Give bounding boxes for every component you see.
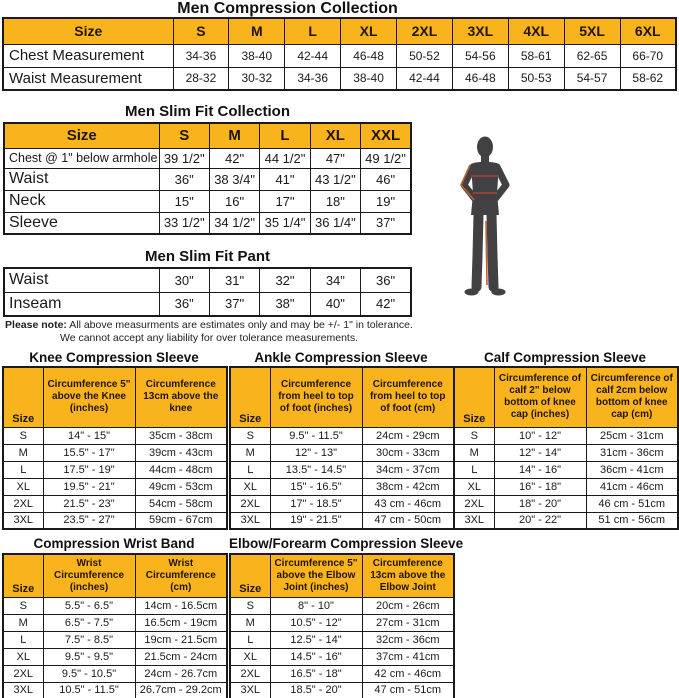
value-cell: 46-48 [452, 67, 508, 90]
header-row [4, 123, 411, 148]
table-row [3, 682, 227, 698]
value-cell: 9.5" - 10.5" [43, 665, 135, 682]
header-row [3, 367, 227, 427]
value-cell: 46 cm - 51cm [586, 495, 678, 512]
value-cell: 37" [361, 212, 411, 234]
row-label: L [3, 461, 43, 478]
value-cell: 62-65 [564, 44, 620, 67]
column-header: Size [3, 367, 43, 427]
value-cell: 41cm - 46cm [586, 478, 678, 495]
value-cell: 46" [361, 168, 411, 190]
table-row [230, 427, 454, 444]
column-header: 2XL [397, 18, 453, 44]
row-label: Neck [4, 190, 159, 212]
value-cell: 51 cm - 56cm [586, 512, 678, 529]
row-label: 3XL [3, 512, 43, 529]
value-cell: 36 1/4" [310, 212, 360, 234]
value-cell: 58-61 [508, 44, 564, 67]
value-cell: 30cm - 33cm [362, 444, 454, 461]
value-cell: 14cm - 16.5cm [135, 597, 227, 614]
value-cell: 42 cm - 46cm [362, 665, 454, 682]
row-label: Chest @ 1" below armhole [4, 148, 159, 168]
table-row [454, 478, 678, 495]
value-cell: 38-40 [229, 44, 285, 67]
compression-wrist-band-table [2, 553, 228, 698]
column-header: 6XL [620, 18, 676, 44]
table-row [3, 444, 227, 461]
value-cell: 54-57 [564, 67, 620, 90]
value-cell: 12" - 13" [270, 444, 362, 461]
value-cell: 30-32 [229, 67, 285, 90]
value-cell: 59cm - 67cm [135, 512, 227, 529]
table-row [3, 461, 227, 478]
table-row [230, 478, 454, 495]
value-cell: 24cm - 26.7cm [135, 665, 227, 682]
men-slim-fit-table [3, 122, 412, 235]
row-label: 3XL [230, 682, 270, 698]
column-header: Size [230, 367, 270, 427]
value-cell: 15.5" - 17" [43, 444, 135, 461]
tolerance-note-line1: Please note: All above measurments are estimates only and may be +/- 1" in tolerance. [5, 319, 413, 331]
value-cell: 27cm - 31cm [362, 614, 454, 631]
row-label: M [230, 614, 270, 631]
value-cell: 35cm - 38cm [135, 427, 227, 444]
value-cell: 30" [159, 268, 209, 292]
row-label: XL [230, 648, 270, 665]
value-cell: 23.5" - 27" [43, 512, 135, 529]
value-cell: 18" [310, 190, 360, 212]
value-cell: 54cm - 58cm [135, 495, 227, 512]
value-cell: 36" [159, 292, 209, 316]
tolerance-note-line2: We cannot accept any liability for over tolerance measurements. [59, 332, 359, 344]
value-cell: 50-52 [397, 44, 453, 67]
row-label: Waist [4, 268, 159, 292]
table-row [4, 268, 411, 292]
table-row [230, 444, 454, 461]
column-header: Size [3, 554, 43, 597]
column-header: 5XL [564, 18, 620, 44]
value-cell: 43 cm - 46cm [362, 495, 454, 512]
value-cell: 14.5" - 16" [270, 648, 362, 665]
column-header: Size [3, 18, 173, 44]
row-label: XL [3, 478, 43, 495]
value-cell: 16" - 18" [494, 478, 586, 495]
value-cell: 8" - 10" [270, 597, 362, 614]
row-label: Sleeve [4, 212, 159, 234]
table-row [230, 495, 454, 512]
elbow-forearm-compression-table [229, 553, 455, 698]
inseam-measure-line [486, 221, 487, 285]
title-elbow-forearm-compression-sleeve: Elbow/Forearm Compression Sleeve [229, 536, 464, 551]
table-row [454, 512, 678, 529]
value-cell: 32" [260, 268, 310, 292]
column-header: L [285, 18, 341, 44]
column-header: 4XL [508, 18, 564, 44]
value-cell: 16.5" - 18" [270, 665, 362, 682]
knee-compression-table [2, 366, 228, 530]
value-cell: 17" [260, 190, 310, 212]
value-cell: 34 1/2" [209, 212, 259, 234]
value-cell: 10" - 12" [494, 427, 586, 444]
title-calf-compression-sleeve: Calf Compression Sleeve [483, 350, 647, 365]
header-row [3, 18, 676, 44]
value-cell: 10.5" - 11.5" [43, 682, 135, 698]
value-cell: 44cm - 48cm [135, 461, 227, 478]
table-row [230, 614, 454, 631]
value-cell: 24cm - 29cm [362, 427, 454, 444]
row-label: L [230, 461, 270, 478]
row-label: S [3, 427, 43, 444]
value-cell: 20cm - 26cm [362, 597, 454, 614]
row-label: XL [230, 478, 270, 495]
value-cell: 47" [310, 148, 360, 168]
column-header: XXL [361, 123, 411, 148]
table-row [4, 148, 411, 168]
table-row [3, 495, 227, 512]
column-header: Circumference 5" above the Elbow Joint (inches) [270, 554, 362, 597]
men-compression-table [2, 17, 677, 91]
table-row [4, 190, 411, 212]
value-cell: 38cm - 42cm [362, 478, 454, 495]
ankle-compression-table [229, 366, 455, 530]
table-row [230, 665, 454, 682]
title-ankle-compression-sleeve: Ankle Compression Sleeve [254, 350, 428, 365]
column-header: S [159, 123, 209, 148]
value-cell: 38" [260, 292, 310, 316]
header-row [230, 554, 454, 597]
row-label: S [3, 597, 43, 614]
value-cell: 36cm - 41cm [586, 461, 678, 478]
value-cell: 37cm - 41cm [362, 648, 454, 665]
column-header: Size [230, 554, 270, 597]
row-label: M [3, 614, 43, 631]
value-cell: 34" [310, 268, 360, 292]
table-row [3, 614, 227, 631]
row-label: Waist Measurement [3, 67, 173, 90]
title-compression-wrist-band: Compression Wrist Band [33, 536, 195, 551]
row-label: S [454, 427, 494, 444]
row-label: Waist [4, 168, 159, 190]
value-cell: 16" [209, 190, 259, 212]
value-cell: 31cm - 36cm [586, 444, 678, 461]
value-cell: 38-40 [341, 67, 397, 90]
column-header: Circumference of calf 2cm below bottom of knee cap (cm) [586, 367, 678, 427]
table-row [3, 478, 227, 495]
value-cell: 21.5cm - 24cm [135, 648, 227, 665]
row-label: S [230, 427, 270, 444]
table-row [230, 597, 454, 614]
value-cell: 42" [361, 292, 411, 316]
value-cell: 18" - 20" [494, 495, 586, 512]
value-cell: 49 1/2" [361, 148, 411, 168]
row-label: 3XL [230, 512, 270, 529]
tolerance-note-lead: Please note: [5, 319, 67, 331]
value-cell: 15" [159, 190, 209, 212]
row-label: L [3, 631, 43, 648]
value-cell: 19" [361, 190, 411, 212]
table-row [454, 461, 678, 478]
table-row [3, 67, 676, 90]
column-header: XL [341, 18, 397, 44]
value-cell: 5.5" - 6.5" [43, 597, 135, 614]
table-row [230, 461, 454, 478]
value-cell: 31" [209, 268, 259, 292]
value-cell: 7.5" - 8.5" [43, 631, 135, 648]
table-row [230, 631, 454, 648]
row-label: 3XL [3, 682, 43, 698]
title-knee-compression-sleeve: Knee Compression Sleeve [29, 350, 199, 365]
table-row [3, 597, 227, 614]
header-row [3, 554, 227, 597]
title-men-compression-collection: Men Compression Collection [177, 0, 398, 17]
row-label: M [3, 444, 43, 461]
value-cell: 12.5" - 14" [270, 631, 362, 648]
column-header: Size [454, 367, 494, 427]
value-cell: 37" [209, 292, 259, 316]
row-label: XL [3, 648, 43, 665]
value-cell: 34-36 [173, 44, 229, 67]
value-cell: 20" - 22" [494, 512, 586, 529]
man-silhouette-figure [455, 136, 517, 316]
value-cell: 15" - 16.5" [270, 478, 362, 495]
column-header: Circumference of calf 2" below bottom of knee cap (inches) [494, 367, 586, 427]
row-label: 2XL [230, 665, 270, 682]
calf-compression-table [453, 366, 679, 530]
value-cell: 66-70 [620, 44, 676, 67]
row-label: 2XL [454, 495, 494, 512]
value-cell: 42-44 [397, 67, 453, 90]
value-cell: 41" [260, 168, 310, 190]
row-label: 3XL [454, 512, 494, 529]
value-cell: 18.5" - 20" [270, 682, 362, 698]
column-header: Circumference from heel to top of foot (inches) [270, 367, 362, 427]
table-row [4, 212, 411, 234]
value-cell: 54-56 [452, 44, 508, 67]
value-cell: 6.5" - 7.5" [43, 614, 135, 631]
value-cell: 42-44 [285, 44, 341, 67]
value-cell: 44 1/2" [260, 148, 310, 168]
value-cell: 39cm - 43cm [135, 444, 227, 461]
table-row [3, 44, 676, 67]
table-row [3, 512, 227, 529]
column-header: Circumference from heel to top of foot (cm) [362, 367, 454, 427]
column-header: S [173, 18, 229, 44]
value-cell: 21.5" - 23" [43, 495, 135, 512]
column-header: 3XL [452, 18, 508, 44]
value-cell: 33 1/2" [159, 212, 209, 234]
row-label: Chest Measurement [3, 44, 173, 67]
column-header: Circumference 5" above the Knee (inches) [43, 367, 135, 427]
value-cell: 49cm - 53cm [135, 478, 227, 495]
column-header: Wrist Circumference (cm) [135, 554, 227, 597]
table-row [454, 495, 678, 512]
value-cell: 58-62 [620, 67, 676, 90]
value-cell: 12" - 14" [494, 444, 586, 461]
value-cell: 47 cm - 50cm [362, 512, 454, 529]
title-men-slim-fit-pant: Men Slim Fit Pant [144, 248, 270, 265]
column-header: Wrist Circumference (inches) [43, 554, 135, 597]
value-cell: 26.7cm - 29.2cm [135, 682, 227, 698]
value-cell: 19cm - 21.5cm [135, 631, 227, 648]
row-label: L [454, 461, 494, 478]
table-row [230, 512, 454, 529]
value-cell: 25cm - 31cm [586, 427, 678, 444]
row-label: M [454, 444, 494, 461]
value-cell: 46-48 [341, 44, 397, 67]
table-row [3, 648, 227, 665]
value-cell: 50-53 [508, 67, 564, 90]
tolerance-note [0, 319, 418, 345]
table-row [454, 427, 678, 444]
table-row [230, 682, 454, 698]
row-label: XL [454, 478, 494, 495]
row-label: 2XL [230, 495, 270, 512]
table-row [3, 631, 227, 648]
column-header: M [229, 18, 285, 44]
column-header: Size [4, 123, 159, 148]
header-row [230, 367, 454, 427]
value-cell: 16.5cm - 19cm [135, 614, 227, 631]
value-cell: 34cm - 37cm [362, 461, 454, 478]
table-row [454, 444, 678, 461]
table-row [230, 648, 454, 665]
value-cell: 19.5" - 21" [43, 478, 135, 495]
value-cell: 36" [159, 168, 209, 190]
value-cell: 40" [310, 292, 360, 316]
row-label: L [230, 631, 270, 648]
row-label: S [230, 597, 270, 614]
value-cell: 35 1/4" [260, 212, 310, 234]
value-cell: 34-36 [285, 67, 341, 90]
value-cell: 19" - 21.5" [270, 512, 362, 529]
value-cell: 10.5" - 12" [270, 614, 362, 631]
value-cell: 14" - 16" [494, 461, 586, 478]
column-header: Circumference 13cm above the Elbow Joint [362, 554, 454, 597]
row-label: 2XL [3, 665, 43, 682]
table-row [4, 168, 411, 190]
value-cell: 38 3/4" [209, 168, 259, 190]
value-cell: 9.5" - 9.5" [43, 648, 135, 665]
value-cell: 17.5" - 19" [43, 461, 135, 478]
value-cell: 9.5" - 11.5" [270, 427, 362, 444]
value-cell: 14" - 15" [43, 427, 135, 444]
man-silhouette-icon [455, 136, 517, 316]
men-slim-fit-pant-table [3, 267, 412, 317]
value-cell: 32cm - 36cm [362, 631, 454, 648]
row-label: 2XL [3, 495, 43, 512]
row-label: Inseam [4, 292, 159, 316]
table-row [3, 665, 227, 682]
column-header: XL [310, 123, 360, 148]
value-cell: 36" [361, 268, 411, 292]
value-cell: 39 1/2" [159, 148, 209, 168]
column-header: Circumference 13cm above the knee [135, 367, 227, 427]
column-header: M [209, 123, 259, 148]
value-cell: 17" - 18.5" [270, 495, 362, 512]
value-cell: 43 1/2" [310, 168, 360, 190]
column-header: L [260, 123, 310, 148]
value-cell: 47 cm - 51cm [362, 682, 454, 698]
header-row [454, 367, 678, 427]
table-row [3, 427, 227, 444]
title-men-slim-fit-collection: Men Slim Fit Collection [124, 103, 290, 120]
table-row [4, 292, 411, 316]
row-label: M [230, 444, 270, 461]
value-cell: 28-32 [173, 67, 229, 90]
value-cell: 42" [209, 148, 259, 168]
value-cell: 13.5" - 14.5" [270, 461, 362, 478]
